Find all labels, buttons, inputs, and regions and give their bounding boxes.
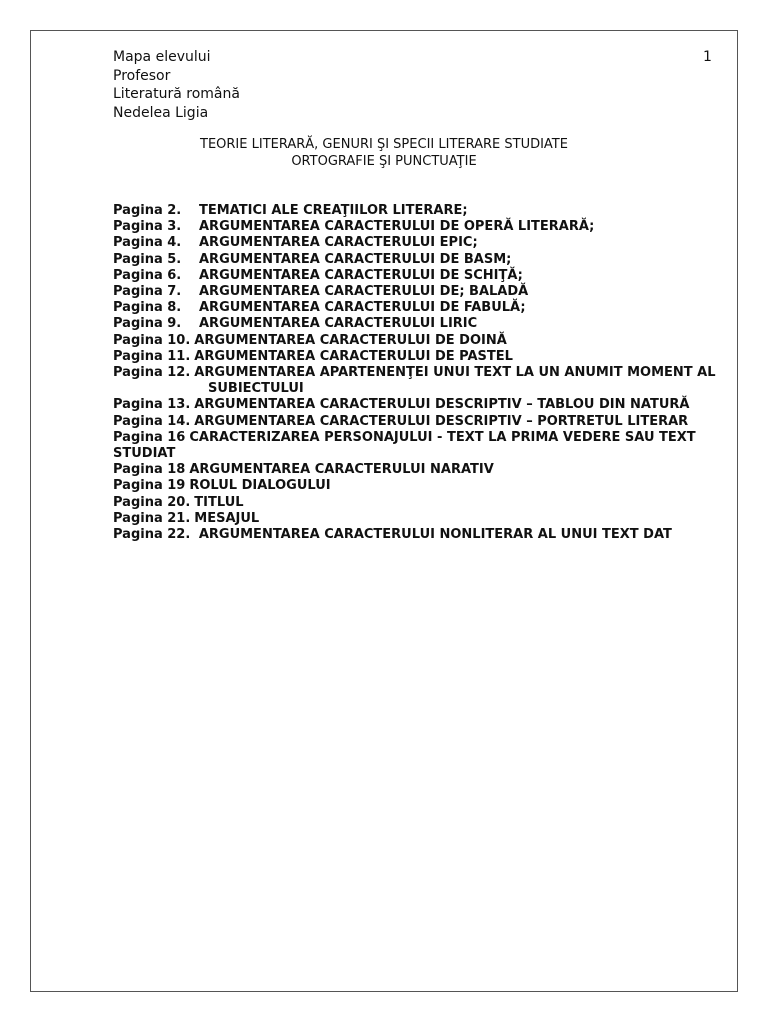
toc-page-label: Pagina 19 <box>113 478 186 494</box>
toc-page-label: Pagina 12. <box>113 365 191 381</box>
toc-entry-19 <box>113 478 723 494</box>
toc-page-label: Pagina 13. <box>113 397 191 413</box>
header-line-subject: Literatură română <box>113 86 240 102</box>
toc-entry-6 <box>113 268 723 284</box>
toc-entry-text: ARGUMENTAREA CARACTERULUI DE BASM; <box>199 251 512 267</box>
toc-page-label: Pagina 22. <box>113 527 191 543</box>
toc-entry-text: ARGUMENTAREA CARACTERULUI DESCRIPTIV – PORTRETUL LITERAR <box>194 413 689 429</box>
toc-page-label: Pagina 8. <box>113 300 182 316</box>
toc-entry-10 <box>113 333 723 349</box>
toc-entry-text: ARGUMENTAREA APARTENENŢEI UNUI TEXT LA UN ANUMIT MOMENT AL <box>194 365 716 381</box>
toc-entry-22 <box>113 527 723 543</box>
header-line-folder: Mapa elevului <box>113 49 211 65</box>
toc-page-label: Pagina 5. <box>113 251 182 267</box>
toc-entry-text: ARGUMENTAREA CARACTERULUI LIRIC <box>199 316 478 332</box>
toc-entry-text: ARGUMENTAREA CARACTERULUI DESCRIPTIV – TABLOU DIN NATURĂ <box>194 397 690 413</box>
toc-entry-continuation: SUBIECTULUI <box>208 381 304 397</box>
toc-entry-text: ARGUMENTAREA CARACTERULUI DE SCHIŢĂ; <box>199 267 523 283</box>
toc-page-label: Pagina 14. <box>113 413 191 429</box>
toc-entry-text: ARGUMENTAREA CARACTERULUI DE OPERĂ LITERARĂ; <box>199 219 595 235</box>
toc-page-label: Pagina 9. <box>113 316 182 332</box>
header-line-author: Nedelea Ligia <box>113 104 209 121</box>
toc-page-label: Pagina 6. <box>113 267 182 283</box>
toc-entry-5 <box>113 252 723 268</box>
document-title <box>1 137 767 170</box>
toc-entry-text: TITLUL <box>194 494 244 510</box>
title-line-2: ORTOGRAFIE ŞI PUNCTUAŢIE <box>291 153 477 169</box>
toc-entry-7 <box>113 284 723 300</box>
toc-page-label: Pagina 4. <box>113 235 182 251</box>
toc-entry-text: MESAJUL <box>194 510 260 526</box>
toc-entry-text: ARGUMENTAREA CARACTERULUI DE; BALADĂ <box>199 284 529 300</box>
toc-entry-12 <box>113 365 723 397</box>
document-page <box>30 30 738 992</box>
toc-entry-2 <box>113 203 723 219</box>
title-line-1: TEORIE LITERARĂ, GENURI ŞI SPECII LITERARE STUDIATE <box>200 137 568 152</box>
page-number: 1 <box>703 49 712 65</box>
toc-entry-text: ROLUL DIALOGULUI <box>189 478 331 494</box>
toc-entry-text: ARGUMENTAREA CARACTERULUI NONLITERAR AL UNUI TEXT DAT <box>194 527 672 543</box>
toc-entry-4 <box>113 235 723 251</box>
toc-entry-text: CARACTERIZAREA PERSONAJULUI - TEXT LA PRIMA VEDERE SAU TEXT STUDIAT <box>113 429 696 462</box>
toc-page-label: Pagina 20. <box>113 494 191 510</box>
toc-entry-text: ARGUMENTAREA CARACTERULUI DE PASTEL <box>194 348 513 364</box>
toc-page-label: Pagina 3. <box>113 219 182 235</box>
table-of-contents <box>113 203 723 543</box>
toc-entry-text: TEMATICI ALE CREAŢIILOR LITERARE; <box>199 203 468 218</box>
toc-entry-21 <box>113 511 723 527</box>
toc-entry-3 <box>113 219 723 235</box>
toc-page-label: Pagina 18 <box>113 462 186 478</box>
toc-entry-14 <box>113 414 723 430</box>
toc-entry-13 <box>113 397 723 413</box>
toc-entry-9 <box>113 316 723 332</box>
toc-page-label: Pagina 10. <box>113 332 191 348</box>
header-line-role: Profesor <box>113 67 171 84</box>
toc-entry-text: ARGUMENTAREA CARACTERULUI DE DOINĂ <box>194 332 507 348</box>
toc-page-label: Pagina 11. <box>113 348 191 364</box>
toc-page-label: Pagina 2. <box>113 203 182 218</box>
toc-entry-18 <box>113 462 723 478</box>
toc-page-label: Pagina 21. <box>113 510 191 526</box>
document-header <box>113 48 240 122</box>
toc-entry-text: ARGUMENTAREA CARACTERULUI EPIC; <box>199 235 478 251</box>
toc-entry-20 <box>113 495 723 511</box>
toc-entry-text: ARGUMENTAREA CARACTERULUI DE FABULĂ; <box>199 300 526 316</box>
toc-entry-11 <box>113 349 723 365</box>
toc-page-label: Pagina 7. <box>113 284 182 300</box>
toc-entry-16 <box>113 430 723 462</box>
toc-entry-text: ARGUMENTAREA CARACTERULUI NARATIV <box>189 462 494 478</box>
toc-entry-8 <box>113 300 723 316</box>
toc-page-label: Pagina 16 <box>113 429 186 445</box>
